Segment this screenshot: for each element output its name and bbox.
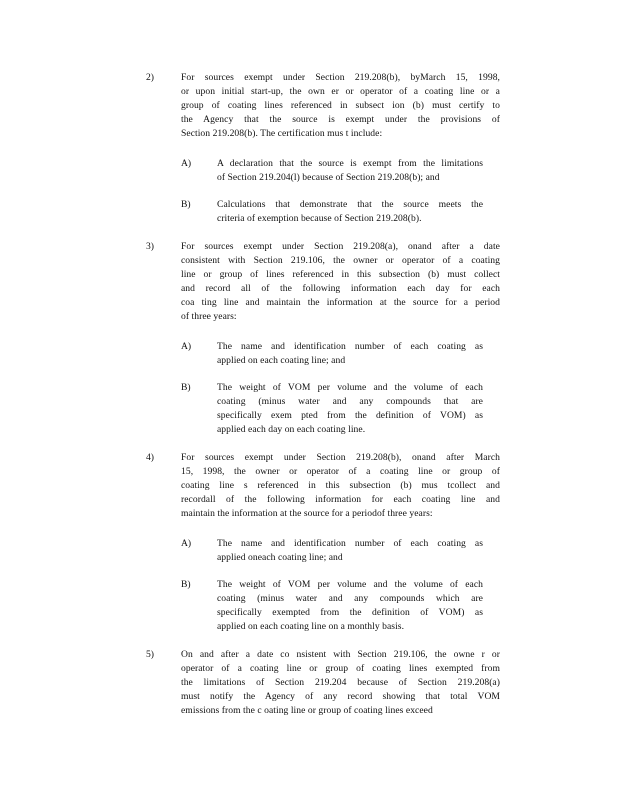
subitem-text-line: applied on each coating line; and [217,355,346,366]
item-text-line: recordall of the following information for each coating line and [181,494,500,505]
item-text-line: group of coating lines referenced in subsect ion (b) must certify to [181,100,500,111]
subitem-letter: B) [181,199,191,210]
subitem-text-line: Calculations that demonstrate that the source meets the [217,199,483,210]
subitem-letter: A) [181,158,192,169]
subitem-text-line: The name and identification number of each coating as [217,341,483,352]
item-number: 5) [146,649,154,660]
item-text-line: 15, 1998, the owner or operator of a coating line or group of [181,466,500,477]
item-text-line: line or group of lines referenced in this subsection (b) must collect [181,269,500,280]
item-text-line: must notify the Agency of any record showing that total VOM [181,691,500,702]
subitem-letter: A) [181,538,192,549]
item-text-line: emissions from the c oating line or group of coating lines exceed [181,705,433,716]
item-text-line: For sources exempt under Section 219.208(b), onand after March [181,452,500,463]
subitem-text-line: criteria of exemption because of Section 219.208(b). [217,213,422,224]
item-text-line: operator of a coating line or group of coating lines exempted from [181,663,500,674]
item-text-line: the Agency that the source is exempt under the provisions of [181,114,500,125]
item-text-line: coating line s referenced in this subsection (b) mus tcollect and [181,480,500,491]
subitem-text-line: applied oneach coating line; and [217,552,343,563]
subitem-text-line: The weight of VOM per volume and the volume of each [217,579,483,590]
subitem-text-line: coating (minus water and any compounds which are [217,593,483,604]
item-text-line: For sources exempt under Section 219.208(b), byMarch 15, 1998, [181,72,500,83]
subitem-text-line: The name and identification number of each coating as [217,538,483,549]
item-text-line: and record all of the following information each day for each [181,283,500,294]
item-text-line: or upon initial start-up, the own er or operator of a coating line or a [181,86,500,97]
item-text-line: of three years: [181,311,237,322]
subitem-letter: A) [181,341,192,352]
subitem-text-line: of Section 219.204(l) because of Section 219.208(b); and [217,172,440,183]
item-text-line: consistent with Section 219.106, the owner or operator of a coating [181,255,500,266]
subitem-text-line: specifically exem pted from the definition of VOM) as [217,410,483,421]
item-text-line: Section 219.208(b). The certification mus t include: [181,128,383,139]
subitem-text-line: specifically exempted from the definition of VOM) as [217,607,483,618]
subitem-text-line: coating (minus water and any compounds that are [217,396,483,407]
item-number: 4) [146,452,154,463]
subitem-text-line: The weight of VOM per volume and the volume of each [217,382,483,393]
item-text-line: For sources exempt under Section 219.208(a), onand after a date [181,241,500,252]
item-text-line: the limitations of Section 219.204 because of Section 219.208(a) [181,677,500,688]
item-text-line: On and after a date co nsistent with Section 219.106, the owne r or [181,649,500,660]
subitem-text-line: A declaration that the source is exempt from the limitations [217,158,483,169]
subitem-letter: B) [181,579,191,590]
item-number: 2) [146,72,154,83]
item-text-line: coa ting line and maintain the information at the source for a period [181,297,500,308]
item-number: 3) [146,241,154,252]
subitem-text-line: applied on each coating line on a monthly basis. [217,621,405,632]
subitem-text-line: applied each day on each coating line. [217,424,366,435]
subitem-letter: B) [181,382,191,393]
item-text-line: maintain the information at the source for a periodof three years: [181,508,433,519]
